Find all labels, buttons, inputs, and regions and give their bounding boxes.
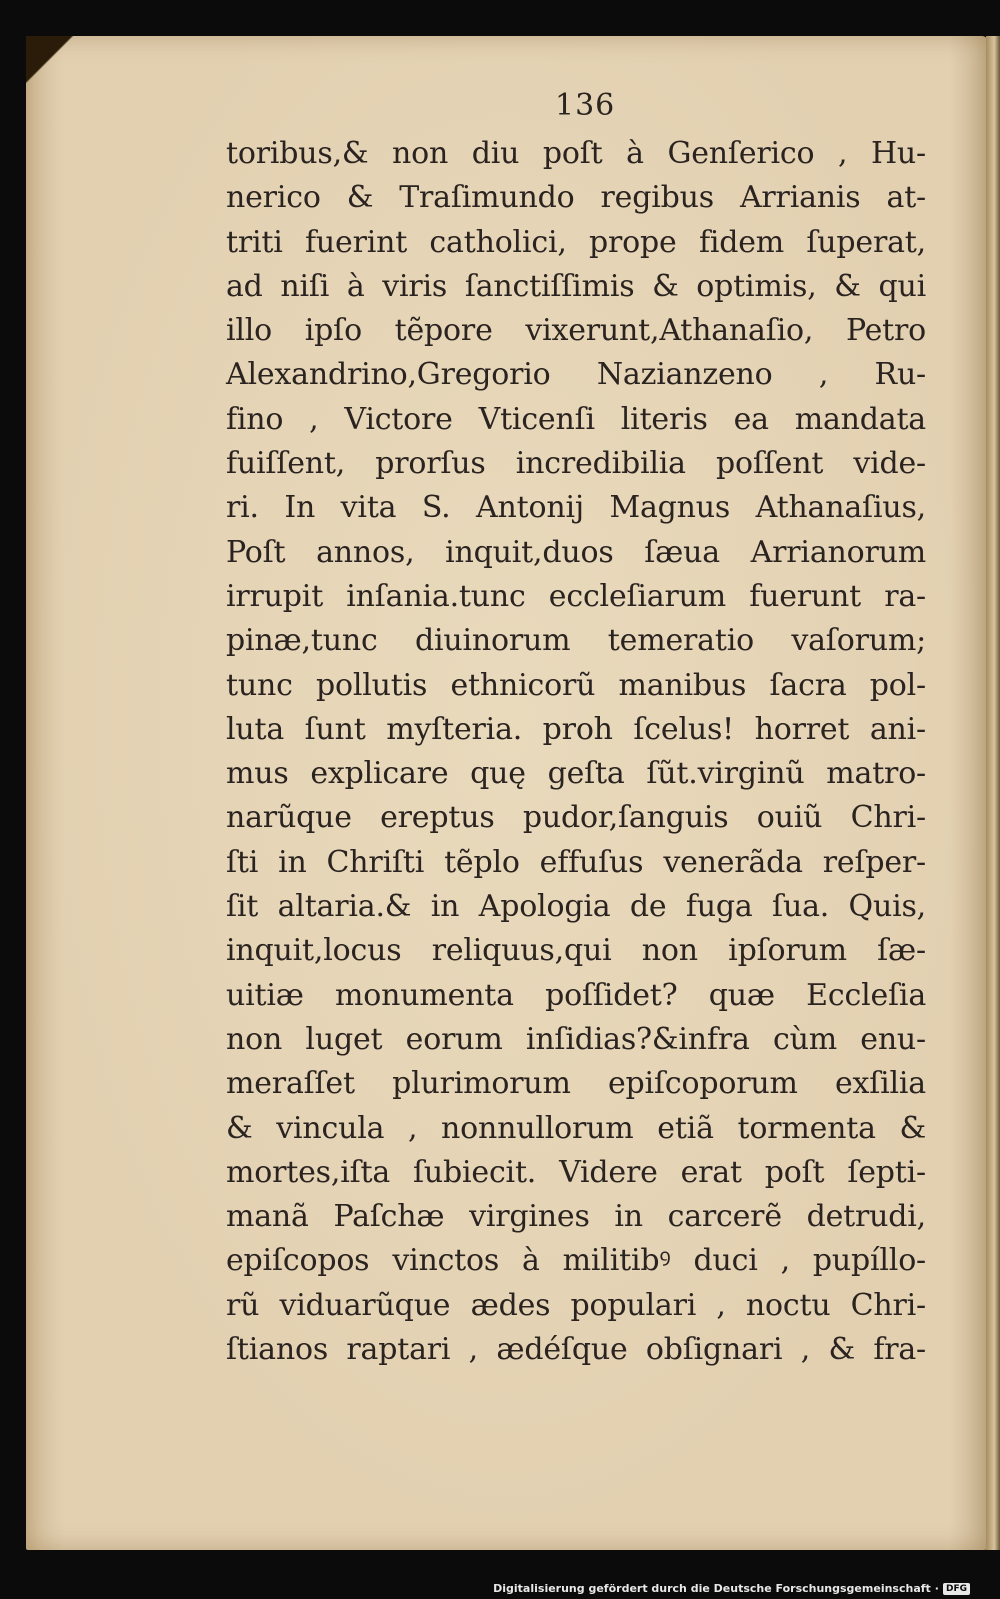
credit-text: Digitalisierung gefördert durch die Deutsche Forschungsgemeinschaft	[493, 1582, 931, 1595]
text-line: ſit altaria.& in Apologia de fuga ſua. Quis,	[226, 889, 926, 925]
text-line: illo ipſo tẽpore vixerunt,Athanaſio, Petro	[226, 313, 926, 349]
text-line: uitiæ monumenta poſſidet? quæ Eccleſia	[226, 977, 926, 1013]
body-text	[226, 132, 926, 1372]
text-line: toribus,& non diu poſt à Genſerico , Hu-	[226, 136, 926, 171]
text-line: triti fuerint catholici, prope fidem ſuperat,	[226, 224, 926, 260]
text-line: Alexandrino,Gregorio Nazianzeno , Ru-	[226, 357, 926, 393]
text-line: Poſt annos, inquit,duos ſæua Arrianorum	[226, 534, 926, 570]
text-line: irrupit inſania.tunc eccleſiarum fuerunt ra-	[226, 578, 926, 614]
text-line: epiſcopos vinctos à militibꝰ duci , pupíllo-	[226, 1243, 926, 1279]
text-line: fuiſſent, prorſus incredibilia poſſent vide-	[226, 446, 926, 482]
text-line: pinæ,tunc diuinorum temeratio vaſorum;	[226, 623, 926, 659]
text-line: ri. In vita S. Antonij Magnus Athanaſius,	[226, 490, 926, 526]
page-edge	[986, 36, 1000, 1550]
text-line: luta ſunt myſteria. proh ſcelus! horret ani-	[226, 711, 926, 747]
text-line: non luget eorum inſidias?&infra cùm enu-	[226, 1021, 926, 1057]
text-line: nerico & Traſimundo regibus Arrianis at-	[226, 180, 926, 216]
text-line: tunc pollutis ethnicorũ manibus ſacra pol-	[226, 667, 926, 703]
text-line: inquit,locus reliquus,qui non ipſorum ſæ-	[226, 933, 926, 969]
text-line: mortes,iſta ſubiecit. Videre erat poſt ſepti-	[226, 1154, 926, 1190]
text-line: mus explicare quę geſta ſũt.virginũ matro-	[226, 756, 926, 792]
text-line: manã Paſchæ virgines in carcerẽ detrudi,	[226, 1199, 926, 1235]
text-line: rũ viduarũque ædes populari , noctu Chri-	[226, 1287, 926, 1323]
text-line: & vincula , nonnullorum etiã tormenta &	[226, 1110, 926, 1146]
text-line: narũque ereptus pudor,ſanguis ouiũ Chri-	[226, 800, 926, 836]
page-number: 136	[555, 88, 616, 123]
digitization-credit: Digitalisierung gefördert durch die Deutsche Forschungsgemeinschaft · DFG	[493, 1582, 970, 1595]
text-line: ad niſi à viris ſanctiſſimis & optimis, & qui	[226, 268, 926, 304]
text-line: fino , Victore Vticenſi literis ea mandata	[226, 401, 926, 437]
text-line: ſti in Chriſti tẽplo effuſus venerãda reſper-	[226, 844, 926, 880]
text-line: meraſſet plurimorum epiſcoporum exſilia	[226, 1066, 926, 1102]
dog-ear-corner	[26, 36, 86, 96]
dfg-logo-icon: DFG	[943, 1583, 970, 1595]
text-line: ſtianos raptari , ædéſque obſignari , & fra-	[226, 1332, 926, 1368]
